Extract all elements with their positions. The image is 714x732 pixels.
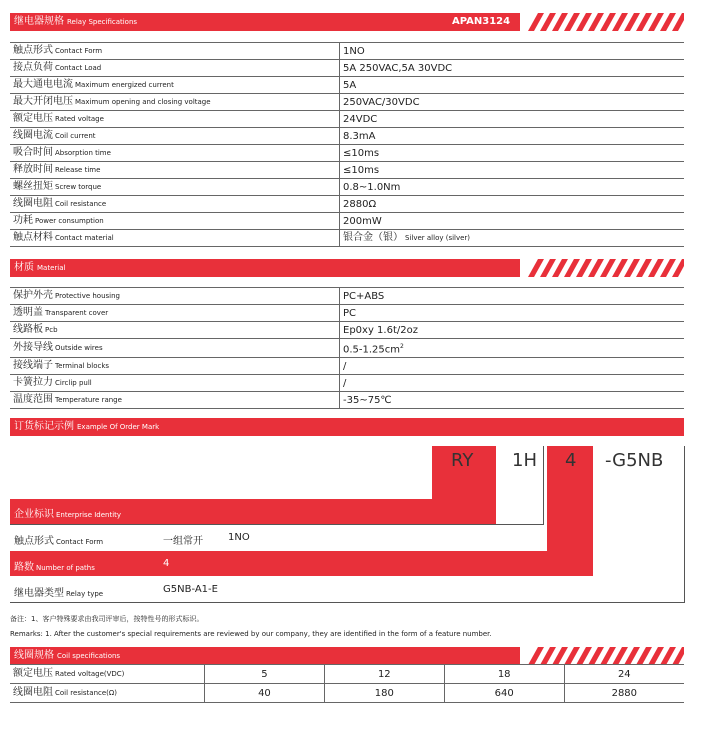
spec-row: [10, 162, 684, 179]
coil-title-cn: 线圈规格: [14, 650, 54, 661]
relay-type-label: [14, 584, 103, 599]
spec-label-en: Circlip pull: [55, 379, 92, 388]
spec-label-cn: 保护外壳: [13, 290, 53, 301]
spec-value-cell: [340, 213, 685, 230]
spec-value-cell: [340, 60, 685, 77]
order-code-g5nb: -G5NB: [605, 450, 664, 471]
relay-spec-title-en: Relay Specifications: [67, 18, 138, 26]
spec-value: ≤10ms: [343, 147, 380, 159]
spec-label-en: Protective housing: [55, 292, 120, 300]
spec-label-cn: 触点形式: [13, 45, 53, 56]
spec-label-en: Outside wires: [55, 344, 103, 353]
spec-row: [10, 213, 684, 230]
bracket-1h: [543, 446, 544, 525]
spec-value-superscript: 2: [400, 343, 404, 350]
spec-value: 250VAC/30VDC: [343, 96, 420, 108]
coil-title-en: Coil specifications: [57, 652, 121, 660]
spec-label-en: Release time: [55, 166, 101, 174]
spec-label-en: Contact Load: [55, 64, 102, 72]
coil-voltage-row: [10, 665, 684, 684]
spec-row: [10, 358, 684, 375]
order-title-cn: 订货标记示例: [14, 421, 74, 432]
spec-value-cell: [340, 128, 685, 145]
spec-label: [10, 213, 340, 230]
paths-label: [14, 558, 95, 573]
spec-value: 1NO: [343, 45, 365, 57]
spec-row: [10, 322, 684, 339]
spec-row: [10, 375, 684, 392]
bracket-g5nb: [684, 446, 685, 603]
contact-line: [10, 524, 544, 525]
coil-resistance-cell: 2880: [564, 684, 684, 703]
contact-en: Contact Form: [56, 538, 104, 546]
coil-resistance-row: [10, 684, 684, 703]
spec-label-en: Rated voltage: [55, 115, 104, 123]
spec-label-cn: 接线端子: [13, 360, 53, 372]
note-cn: 备注：1、客户特殊要求由我司评审后，按特性号的形式标识。: [10, 615, 204, 623]
spec-value-cell: [340, 322, 685, 339]
enterprise-cn: 企业标识: [14, 509, 54, 520]
spec-value-cell: [340, 339, 685, 358]
coil-voltage-cell: 24: [564, 665, 684, 684]
contact-cn: 触点形式: [14, 536, 54, 547]
spec-label: [10, 77, 340, 94]
contact-value-cn: 一组常开: [163, 536, 203, 547]
coil-voltage-cell: 5: [205, 665, 325, 684]
coil-voltage-en: Rated voltage(VDC): [55, 670, 125, 678]
spec-label-cn: 触点材料: [13, 232, 53, 243]
paths-value: 4: [163, 558, 170, 569]
spec-value: PC+ABS: [343, 290, 385, 302]
coil-table: [10, 664, 684, 703]
spec-row: [10, 288, 684, 305]
spec-label-cn: 最大开闭电压: [13, 96, 73, 107]
stripes-decoration: [520, 259, 684, 277]
spec-value: 0.8~1.0Nm: [343, 181, 401, 193]
spec-label-cn: 功耗: [13, 215, 33, 226]
spec-label: [10, 94, 340, 111]
spec-label-en: Contact Form: [55, 47, 103, 55]
spec-row: [10, 392, 684, 409]
spec-label: [10, 230, 340, 247]
spec-label-cn: 接点负荷: [13, 62, 53, 73]
spec-label-en: Pcb: [45, 326, 58, 334]
spec-row: [10, 230, 684, 247]
spec-label: [10, 179, 340, 196]
spec-label: [10, 288, 340, 305]
model-code: APAN3124: [452, 16, 511, 27]
spec-value-cell: [340, 230, 685, 247]
relay-spec-title-cn: 继电器规格: [14, 16, 64, 27]
spec-value: 8.3mA: [343, 130, 376, 142]
spec-label: [10, 358, 340, 375]
coil-voltage-cell: 12: [324, 665, 444, 684]
spec-value: 24VDC: [343, 113, 378, 125]
paths-cn: 路数: [14, 562, 34, 573]
spec-label-en: Power consumption: [35, 217, 104, 225]
spec-label-cn: 额定电压: [13, 113, 53, 124]
stripes-decoration: [520, 647, 684, 665]
spec-label-cn: 线圈电流: [13, 130, 53, 141]
enterprise-en: Enterprise Identity: [56, 511, 122, 519]
relay-type-en: Relay type: [66, 590, 104, 598]
spec-value-cell: [340, 179, 685, 196]
coil-resistance-cn: 线圈电阻: [13, 687, 53, 698]
spec-label-cn: 最大通电电流: [13, 79, 73, 90]
coil-header: [10, 647, 520, 665]
spec-row: [10, 305, 684, 322]
material-title-en: Material: [37, 264, 66, 272]
spec-value: 2880Ω: [343, 198, 377, 210]
spec-value-cell: [340, 94, 685, 111]
spec-label-en: Contact material: [55, 234, 114, 242]
spec-label: [10, 322, 340, 339]
spec-label-cn: 线圈电阻: [13, 198, 53, 209]
spec-label-cn: 螺丝扭矩: [13, 181, 53, 192]
spec-label-en: Terminal blocks: [55, 362, 110, 371]
spec-label: [10, 111, 340, 128]
spec-value-cell: [340, 196, 685, 213]
spec-label: [10, 162, 340, 179]
spec-label: [10, 43, 340, 60]
spec-value-cell: [340, 375, 685, 392]
spec-label: [10, 305, 340, 322]
spec-value: ≤10ms: [343, 164, 380, 176]
relay-spec-header: [10, 13, 520, 31]
order-code-ry: RY: [451, 450, 474, 471]
spec-label-cn: 释放时间: [13, 164, 53, 175]
spec-label: [10, 339, 340, 358]
spec-value: /: [343, 360, 347, 372]
spec-value: PC: [343, 307, 357, 319]
spec-label: [10, 128, 340, 145]
spec-value: 0.5-1.25cm: [343, 344, 401, 356]
spec-value-cell: [340, 358, 685, 375]
spec-label-cn: 温度范围: [13, 394, 53, 406]
coil-voltage-cell: 18: [444, 665, 564, 684]
spec-row: [10, 339, 684, 358]
spec-value-cell: [340, 145, 685, 162]
stripes-decoration: [520, 13, 684, 31]
coil-resistance-cell: 180: [324, 684, 444, 703]
coil-resistance-label: [10, 684, 205, 703]
coil-resistance-cell: 640: [444, 684, 564, 703]
spec-label-en: Coil current: [55, 132, 96, 140]
spec-row: [10, 145, 684, 162]
spec-value-en: Silver alloy (silver): [405, 234, 471, 242]
contact-label: [14, 532, 103, 547]
paths-en: Number of paths: [36, 564, 95, 572]
material-table: [10, 287, 684, 409]
note-en: Remarks: 1. After the customer's special requirements are reviewed by our company, they are identified in the form of a feature number.: [10, 630, 492, 638]
relay-type-line: [10, 602, 685, 603]
spec-row: [10, 43, 684, 60]
spec-value-cell: [340, 43, 685, 60]
spec-label-en: Maximum energized current: [75, 81, 174, 89]
coil-voltage-label: [10, 665, 205, 684]
order-title-en: Example Of Order Mark: [77, 423, 160, 431]
order-code-1h: 1H: [512, 450, 537, 471]
spec-value: 200mW: [343, 215, 382, 227]
spec-label-en: Absorption time: [55, 149, 111, 157]
spec-label-cn: 卡簧拉力: [13, 377, 53, 389]
contact-value: 1NO: [228, 532, 250, 543]
spec-value: 5A 250VAC,5A 30VDC: [343, 62, 453, 74]
coil-resistance-en: Coil resistance(Ω): [55, 689, 117, 697]
spec-label-cn: 透明盖: [13, 307, 43, 318]
spec-row: [10, 111, 684, 128]
paths-bar: [10, 551, 593, 576]
spec-value-cell: [340, 77, 685, 94]
spec-label: [10, 196, 340, 213]
relay-type-value: G5NB-A1-E: [163, 584, 218, 595]
coil-voltage-cn: 额定电压: [13, 668, 53, 679]
spec-label-cn: 吸合时间: [13, 147, 53, 158]
order-code-4: 4: [565, 450, 577, 471]
spec-value: Ep0xy 1.6t/2oz: [343, 324, 418, 336]
coil-resistance-cell: 40: [205, 684, 325, 703]
spec-label-en: Maximum opening and closing voltage: [75, 98, 211, 106]
spec-value-cell: [340, 162, 685, 179]
spec-value: -35~75℃: [343, 394, 392, 406]
spec-value-cell: [340, 111, 685, 128]
spec-label: [10, 392, 340, 409]
spec-label-cn: 线路板: [13, 324, 43, 335]
material-title-cn: 材质: [14, 262, 34, 273]
spec-row: [10, 60, 684, 77]
spec-value: /: [343, 377, 347, 389]
spec-label-cn: 外接导线: [13, 342, 53, 354]
spec-row: [10, 196, 684, 213]
spec-label-en: Transparent cover: [45, 309, 109, 317]
relay-spec-table: [10, 42, 684, 247]
spec-value-cell: [340, 305, 685, 322]
spec-label-en: Screw torque: [55, 183, 102, 191]
spec-value: 银合金（银）: [343, 232, 403, 243]
spec-label-en: Temperature range: [55, 396, 122, 405]
spec-label-en: Coil resistance: [55, 200, 107, 208]
spec-value: 5A: [343, 79, 357, 91]
enterprise-label: [14, 505, 121, 520]
spec-label: [10, 60, 340, 77]
spec-label: [10, 375, 340, 392]
spec-row: [10, 128, 684, 145]
material-header: [10, 259, 520, 277]
order-header: [10, 418, 684, 436]
spec-label: [10, 145, 340, 162]
spec-value-cell: [340, 392, 685, 409]
spec-row: [10, 179, 684, 196]
relay-type-cn: 继电器类型: [14, 588, 64, 599]
spec-row: [10, 77, 684, 94]
spec-value-cell: [340, 288, 685, 305]
spec-row: [10, 94, 684, 111]
